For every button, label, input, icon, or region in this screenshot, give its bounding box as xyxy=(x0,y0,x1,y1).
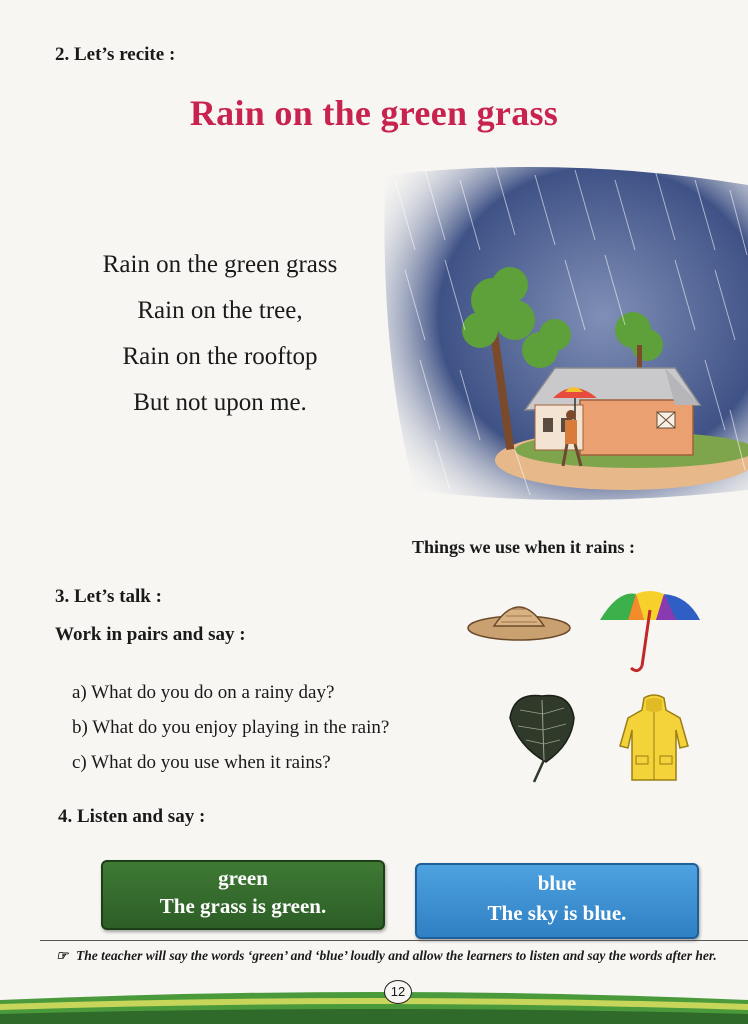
pointing-hand-icon: ☞ xyxy=(56,948,69,963)
umbrella-icon xyxy=(598,586,702,674)
poem-title: Rain on the green grass xyxy=(189,93,559,133)
note-divider xyxy=(40,940,748,941)
rainy-house-illustration xyxy=(375,160,748,505)
word-blue: blue xyxy=(537,871,577,895)
poem-line: Rain on the green grass xyxy=(102,251,338,278)
question-item: a) What do you do on a rainy day? xyxy=(72,682,335,703)
teacher-note xyxy=(56,946,746,965)
teacher-note-text: The teacher will say the words ‘green’ and ‘blue’ loudly and allow the learners to listen and say the words after her. xyxy=(76,948,717,963)
section-3-heading: 3. Let’s talk : xyxy=(55,586,162,607)
raincoat-icon xyxy=(618,694,690,784)
word-green: green xyxy=(218,866,268,890)
hat-icon xyxy=(466,594,572,644)
poem-text xyxy=(40,242,400,426)
section-2-heading: 2. Let’s recite : xyxy=(55,44,176,65)
question-list xyxy=(72,675,389,780)
grass-footer xyxy=(0,990,748,1024)
page-number: 12 xyxy=(384,980,412,1004)
section-3-instruction: Work in pairs and say : xyxy=(55,624,246,645)
poem-line: Rain on the tree, xyxy=(137,297,303,324)
green-word-box xyxy=(101,860,385,930)
question-item: c) What do you use when it rains? xyxy=(72,752,331,773)
sentence-green: The grass is green. xyxy=(159,894,327,918)
section-4-heading: 4. Listen and say : xyxy=(58,806,206,827)
leaf-icon xyxy=(506,688,578,784)
poem-line: But not upon me. xyxy=(133,389,307,416)
question-item: b) What do you enjoy playing in the rain? xyxy=(72,717,390,738)
sentence-blue: The sky is blue. xyxy=(487,901,627,925)
poem-line: Rain on the rooftop xyxy=(122,343,318,370)
things-label: Things we use when it rains : xyxy=(412,537,636,557)
blue-word-box xyxy=(415,863,699,939)
